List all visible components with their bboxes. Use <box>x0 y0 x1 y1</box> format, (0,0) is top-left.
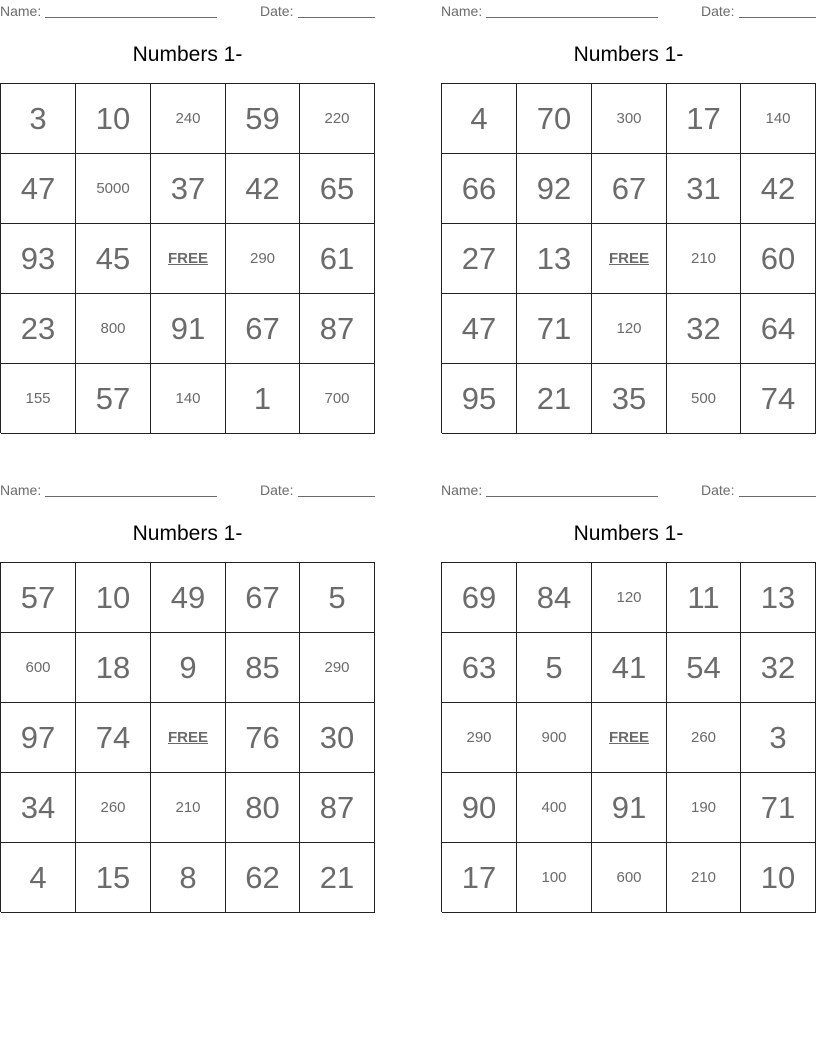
bingo-cell: 47 <box>442 294 517 364</box>
bingo-cell: 900 <box>517 703 592 773</box>
bingo-cell: 11 <box>667 563 741 633</box>
bingo-cell: 220 <box>300 84 375 154</box>
bingo-cell: 65 <box>300 154 375 224</box>
bingo-cell: 32 <box>741 633 816 703</box>
bingo-cell: 800 <box>76 294 151 364</box>
name-date-row <box>441 479 816 501</box>
bingo-cell: 240 <box>151 84 226 154</box>
bingo-cell: 54 <box>667 633 741 703</box>
bingo-cell: 35 <box>592 364 667 434</box>
bingo-cell: 57 <box>1 563 76 633</box>
name-line[interactable] <box>45 17 217 18</box>
bingo-grid <box>441 83 816 433</box>
name-date-row <box>0 0 375 22</box>
bingo-cell: 300 <box>592 84 667 154</box>
card-title: Numbers 1- <box>132 522 243 545</box>
bingo-cell: 90 <box>442 773 517 843</box>
bingo-cell: 100 <box>517 843 592 913</box>
bingo-cell: 210 <box>151 773 226 843</box>
name-label: Name: <box>0 3 42 19</box>
bingo-cell: 290 <box>226 224 300 294</box>
bingo-grid <box>0 562 375 912</box>
bingo-cell: 74 <box>76 703 151 773</box>
bingo-cell: 34 <box>1 773 76 843</box>
bingo-cell: 32 <box>667 294 741 364</box>
name-label: Name: <box>0 482 42 498</box>
bingo-cell: 140 <box>151 364 226 434</box>
bingo-cell: 67 <box>592 154 667 224</box>
bingo-cell: 84 <box>517 563 592 633</box>
bingo-cell: 85 <box>226 633 300 703</box>
name-label: Name: <box>441 482 483 498</box>
bingo-cell: 62 <box>226 843 300 913</box>
free-cell: FREE <box>151 703 226 773</box>
bingo-cell: 290 <box>300 633 375 703</box>
bingo-cell: 69 <box>442 563 517 633</box>
bingo-cell: 10 <box>76 84 151 154</box>
bingo-cell: 15 <box>76 843 151 913</box>
bingo-cell: 67 <box>226 563 300 633</box>
date-label: Date: <box>701 3 735 19</box>
bingo-cell: 87 <box>300 294 375 364</box>
bingo-cell: 4 <box>1 843 76 913</box>
bingo-cell: 8 <box>151 843 226 913</box>
bingo-cell: 10 <box>76 563 151 633</box>
bingo-cell: 1 <box>226 364 300 434</box>
name-line[interactable] <box>45 496 217 497</box>
bingo-cell: 5 <box>300 563 375 633</box>
bingo-cell: 41 <box>592 633 667 703</box>
bingo-cell: 600 <box>592 843 667 913</box>
bingo-cell: 21 <box>517 364 592 434</box>
bingo-cell: 13 <box>741 563 816 633</box>
bingo-cell: 13 <box>517 224 592 294</box>
name-line[interactable] <box>486 496 658 497</box>
bingo-cell: 91 <box>592 773 667 843</box>
free-cell: FREE <box>592 224 667 294</box>
bingo-cell: 700 <box>300 364 375 434</box>
name-date-row <box>0 479 375 501</box>
bingo-card <box>0 479 375 895</box>
free-cell: FREE <box>151 224 226 294</box>
bingo-cell: 76 <box>226 703 300 773</box>
date-line[interactable] <box>298 496 375 497</box>
bingo-cell: 3 <box>1 84 76 154</box>
date-label: Date: <box>260 3 294 19</box>
date-line[interactable] <box>739 496 816 497</box>
bingo-cell: 37 <box>151 154 226 224</box>
bingo-cell: 71 <box>517 294 592 364</box>
card-title: Numbers 1- <box>573 522 684 545</box>
bingo-cell: 45 <box>76 224 151 294</box>
bingo-cell: 92 <box>517 154 592 224</box>
bingo-cell: 91 <box>151 294 226 364</box>
date-line[interactable] <box>739 17 816 18</box>
bingo-cell: 10 <box>741 843 816 913</box>
bingo-cell: 66 <box>442 154 517 224</box>
bingo-cell: 31 <box>667 154 741 224</box>
bingo-cell: 155 <box>1 364 76 434</box>
bingo-cell: 42 <box>741 154 816 224</box>
date-label: Date: <box>701 482 735 498</box>
bingo-grid <box>441 562 816 912</box>
bingo-cell: 500 <box>667 364 741 434</box>
date-line[interactable] <box>298 17 375 18</box>
name-label: Name: <box>441 3 483 19</box>
bingo-cell: 210 <box>667 843 741 913</box>
bingo-cell: 17 <box>442 843 517 913</box>
bingo-cell: 27 <box>442 224 517 294</box>
date-label: Date: <box>260 482 294 498</box>
bingo-cell: 3 <box>741 703 816 773</box>
bingo-cell: 47 <box>1 154 76 224</box>
bingo-cell: 80 <box>226 773 300 843</box>
bingo-cell: 61 <box>300 224 375 294</box>
bingo-cell: 190 <box>667 773 741 843</box>
bingo-cell: 290 <box>442 703 517 773</box>
bingo-cell: 17 <box>667 84 741 154</box>
bingo-cell: 74 <box>741 364 816 434</box>
bingo-cell: 67 <box>226 294 300 364</box>
card-title: Numbers 1- <box>573 43 684 66</box>
card-title: Numbers 1- <box>132 43 243 66</box>
bingo-cell: 400 <box>517 773 592 843</box>
bingo-cell: 5000 <box>76 154 151 224</box>
bingo-cell: 30 <box>300 703 375 773</box>
bingo-card <box>441 479 816 895</box>
bingo-cell: 140 <box>741 84 816 154</box>
bingo-cell: 70 <box>517 84 592 154</box>
bingo-card <box>0 0 375 416</box>
bingo-cell: 59 <box>226 84 300 154</box>
bingo-cell: 60 <box>741 224 816 294</box>
bingo-cell: 71 <box>741 773 816 843</box>
name-date-row <box>441 0 816 22</box>
bingo-cell: 5 <box>517 633 592 703</box>
bingo-cell: 93 <box>1 224 76 294</box>
bingo-cell: 49 <box>151 563 226 633</box>
bingo-cell: 120 <box>592 563 667 633</box>
bingo-cell: 120 <box>592 294 667 364</box>
bingo-cell: 23 <box>1 294 76 364</box>
bingo-card <box>441 0 816 416</box>
bingo-cell: 9 <box>151 633 226 703</box>
free-cell: FREE <box>592 703 667 773</box>
bingo-cell: 63 <box>442 633 517 703</box>
bingo-cell: 18 <box>76 633 151 703</box>
bingo-cell: 210 <box>667 224 741 294</box>
bingo-cell: 4 <box>442 84 517 154</box>
bingo-grid <box>0 83 375 433</box>
bingo-cell: 87 <box>300 773 375 843</box>
bingo-cell: 57 <box>76 364 151 434</box>
bingo-cell: 21 <box>300 843 375 913</box>
name-line[interactable] <box>486 17 658 18</box>
bingo-cell: 260 <box>76 773 151 843</box>
bingo-cell: 260 <box>667 703 741 773</box>
bingo-cell: 97 <box>1 703 76 773</box>
bingo-cell: 42 <box>226 154 300 224</box>
bingo-cell: 600 <box>1 633 76 703</box>
bingo-cell: 64 <box>741 294 816 364</box>
bingo-cell: 95 <box>442 364 517 434</box>
